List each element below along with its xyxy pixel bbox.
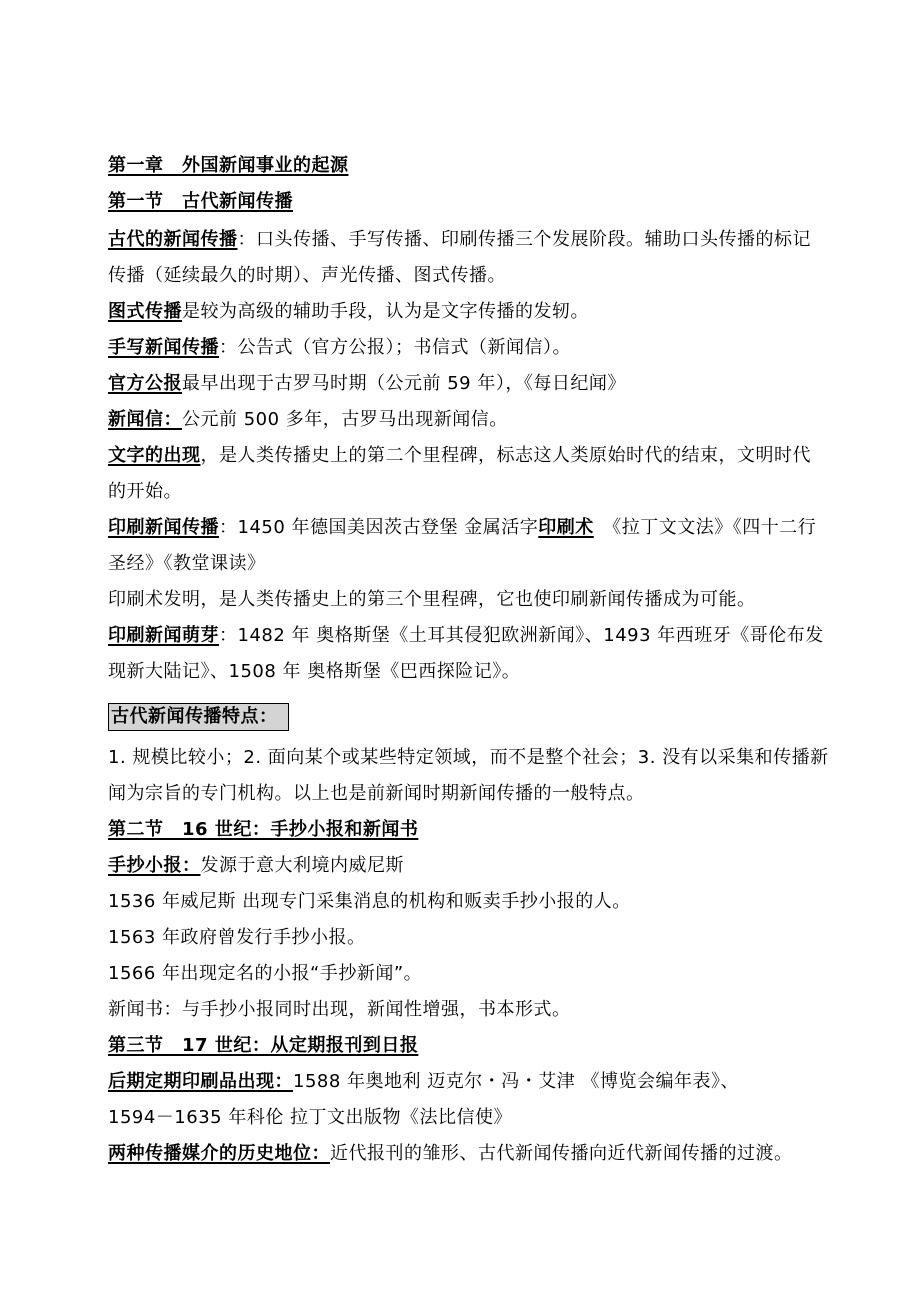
text: 《拉丁文文法》《四十二行: [593, 517, 817, 538]
paragraph-1536: 1536 年威尼斯 出现专门采集消息的机构和贩卖手抄小报的人。: [108, 891, 631, 912]
text: 是较为高级的辅助手段，认为是文字传播的发轫。: [182, 301, 589, 322]
term: 图式传播: [108, 301, 182, 322]
paragraph-print-news-cont: 圣经》《教堂课读》: [108, 553, 266, 574]
text: ：口头传播、手写传播、印刷传播三个发展阶段。辅助口头传播的标记: [237, 229, 811, 250]
paragraph-news-book: 新闻书：与手抄小报同时出现，新闻性增强，书本形式。: [108, 999, 571, 1020]
paragraph-ancient-news-cont: 传播（延续最久的时期）、声光传播、图式传播。: [108, 265, 506, 286]
term: 两种传播媒介的历史地位：: [108, 1143, 330, 1164]
paragraph-ancient-news: [108, 228, 811, 252]
paragraph-print-news: [108, 516, 816, 540]
term: 手抄小报：: [108, 855, 201, 876]
text: ，是人类传播史上的第二个里程碑，标志这人类原始时代的结束，文明时代: [200, 445, 811, 466]
paragraph-print-sprout-cont: 现新大陆记》、1508 年 奥格斯堡《巴西探险记》。: [108, 661, 521, 682]
paragraph-periodicals: [108, 1070, 739, 1094]
paragraph-handwritten: [108, 336, 571, 360]
features-heading: [108, 703, 289, 731]
paragraph-two-media: [108, 1142, 793, 1166]
term: 文字的出现: [108, 445, 201, 466]
paragraph-writing-cont: 的开始。: [108, 481, 182, 502]
paragraph-printing-milestone: 印刷术发明，是人类传播史上的第三个里程碑，它也使印刷新闻传播成为可能。: [108, 589, 756, 610]
paragraph-print-sprout: [108, 624, 824, 648]
paragraph-features: 1. 规模比较小；2. 面向某个或某些特定领域，而不是整个社会；3. 没有以采集和传播新: [108, 747, 829, 768]
paragraph-writing: [108, 444, 811, 468]
text: ：公告式（官方公报）；书信式（新闻信）。: [219, 337, 571, 358]
text: 近代报刊的雏形、古代新闻传播向近代新闻传播的过渡。: [330, 1143, 793, 1164]
text: 最早出现于古罗马时期（公元前 59 年），《每日纪闻》: [182, 373, 626, 394]
paragraph-news-letter: [108, 408, 508, 432]
paragraph-1566: 1566 年出现定名的小报“手抄新闻”。: [108, 963, 423, 984]
term: 新闻信：: [108, 409, 182, 430]
term: 手写新闻传播: [108, 337, 219, 358]
paragraph-periodicals-cont: 1594－1635 年科伦 拉丁文出版物《法比信使》: [108, 1107, 513, 1128]
paragraph-1563: 1563 年政府曾发行手抄小报。: [108, 927, 366, 948]
text: ：1482 年 奥格斯堡《土耳其侵犯欧洲新闻》、1493 年西班牙《哥伦布发: [219, 625, 824, 646]
paragraph-features-cont: 闻为宗旨的专门机构。以上也是前新闻时期新闻传播的一般特点。: [108, 783, 645, 804]
text: 公元前 500 多年，古罗马出现新闻信。: [182, 409, 508, 430]
paragraph-official-gazette: [108, 372, 626, 396]
features-label: 古代新闻传播特点：: [108, 703, 289, 731]
text: ：1450 年德国美因茨古登堡 金属活字: [219, 517, 539, 538]
section-2-title: 第二节 16 世纪：手抄小报和新闻书: [108, 819, 419, 840]
text: 发源于意大利境内威尼斯: [200, 855, 404, 876]
section-1-title: 第一节 古代新闻传播: [108, 191, 293, 212]
term: 印刷新闻传播: [108, 517, 219, 538]
term: 印刷新闻萌芽: [108, 625, 219, 646]
term: 古代的新闻传播: [108, 229, 238, 250]
term: 印刷术: [538, 517, 594, 538]
text: 1588 年奥地利 迈克尔・冯・艾津 《博览会编年表》、: [293, 1071, 739, 1092]
chapter-title: 第一章 外国新闻事业的起源: [108, 155, 349, 176]
paragraph-graphic: [108, 300, 589, 324]
section-3-title: 第三节 17 世纪：从定期报刊到日报: [108, 1035, 419, 1056]
paragraph-handcopied: [108, 854, 404, 878]
term: 官方公报: [108, 373, 182, 394]
term: 后期定期印刷品出现：: [108, 1071, 293, 1092]
